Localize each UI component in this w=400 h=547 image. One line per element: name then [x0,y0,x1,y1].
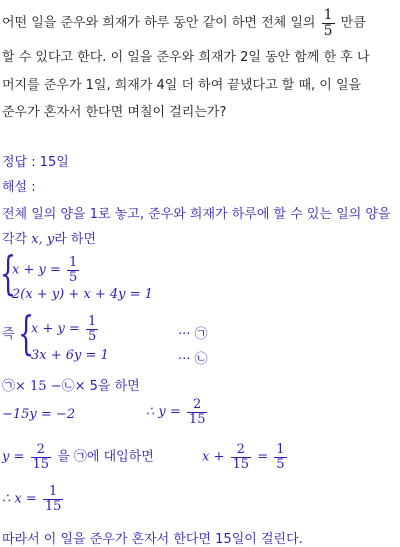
fraction: $\frac{1}{5}$ [276,442,285,472]
system1-eq1: x + y = $\frac{1}{5}$ [12,255,78,285]
fraction: $\frac{1}{5}$ [69,255,78,285]
combination-step: ㉠× 15 −㉡× 5을 하면 [2,379,140,394]
step2-substitution: y = $\frac{2}{15}$ 을 ㉠에 대입하면 [2,442,154,472]
step3-result: ∴ x = $\frac{1}{15}$ [2,484,62,514]
problem-line-2: 할 수 있다고 한다. 이 일을 준우와 희재가 2일 동안 함께 한 후 나 [2,50,370,65]
circled-label: ㉡ [61,379,75,394]
fraction: $\frac{2}{15}$ [232,442,250,472]
problem-line-1 [2,8,366,38]
step1-result: ∴ y = $\frac{2}{15}$ [146,397,206,427]
fraction: $\frac{1}{5}$ [88,314,97,344]
step1-lhs: −15y = −2 [2,407,76,422]
system2-eq2: 3x + 6y = 1 [31,348,109,363]
conclusion: 따라서 이 일을 준우가 혼자서 한다면 15일이 걸린다. [2,532,303,547]
circled-label: ㉠ [73,449,87,465]
brace: { [18,306,35,360]
system2-eq2-tag: ··· ㉡ [178,352,208,367]
explanation-label: 해설 : [2,180,36,195]
step2-equation: x + $\frac{2}{15}$ = $\frac{1}{5}$ [202,442,285,472]
solution-intro-1: 전체 일의 양을 1로 놓고, 준우와 희재가 하루에 할 수 있는 일의 양을 [2,207,391,222]
system2-eq1: x + y = $\frac{1}{5}$ [31,314,97,344]
circled-label: ㉠ [2,379,16,394]
system2-prefix: 즉 [2,327,15,342]
problem-line-3: 머지를 준우가 1일, 희재가 4일 더 하여 끝냈다고 할 때, 이 일을 [2,78,362,93]
fraction: $\frac{2}{15}$ [188,397,206,427]
system1-eq2: 2(x + y) + x + 4y = 1 [12,287,153,302]
fraction: $\frac{1}{15}$ [44,484,62,514]
solution-intro-2: 각각 x, y라 하면 [2,232,97,247]
fraction: $\frac{1}{5}$ [323,7,333,39]
system2-eq1-tag: ··· ㉠ [178,327,208,342]
answer-label: 정답 : 15일 [2,155,69,170]
brace: { [0,246,17,300]
problem-text: 어떤 일을 준우와 희재가 하루 동안 같이 하면 전체 일의 [2,15,316,31]
problem-text: 만큼 [340,15,366,31]
problem-line-4: 준우가 혼자서 한다면 며칠이 걸리는가? [2,105,227,120]
fraction: $\frac{2}{15}$ [32,442,50,472]
variables: x, y [31,232,55,247]
